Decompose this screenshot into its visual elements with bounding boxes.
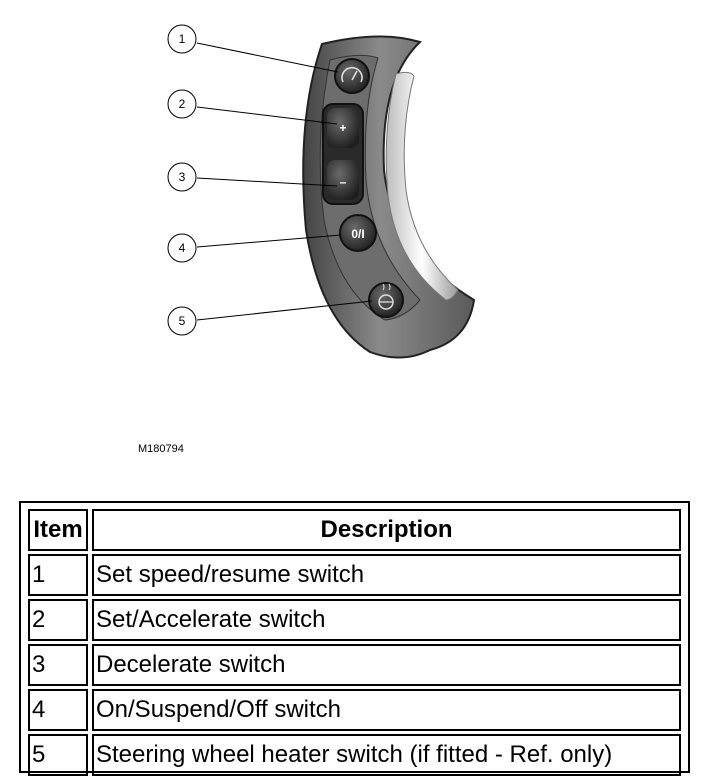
svg-text:4: 4: [178, 241, 186, 255]
set-speed-resume-button[interactable]: [335, 59, 369, 93]
legend-table: [24, 506, 685, 779]
item-cell: 3: [28, 644, 88, 686]
description-cell: Set speed/resume switch: [92, 554, 681, 596]
figure-code: M180794: [138, 443, 184, 455]
item-cell: 1: [28, 554, 88, 596]
item-cell: 2: [28, 599, 88, 641]
svg-text:3: 3: [178, 170, 186, 184]
item-header: Item: [28, 509, 88, 551]
table-row: [28, 644, 681, 686]
legend-header-row: [28, 509, 681, 551]
table-row: [28, 734, 681, 776]
item-cell: 4: [28, 689, 88, 731]
svg-text:2: 2: [178, 97, 186, 111]
plus-label: +: [339, 121, 347, 135]
svg-text:5: 5: [178, 314, 186, 328]
description-cell: Steering wheel heater switch (if fitted - Ref. only): [92, 734, 681, 776]
table-row: [28, 689, 681, 731]
description-header: Description: [92, 509, 681, 551]
svg-text:1: 1: [178, 32, 186, 46]
item-cell: 5: [28, 734, 88, 776]
table-row: [28, 554, 681, 596]
description-cell: On/Suspend/Off switch: [92, 689, 681, 731]
on-off-label: 0/I: [351, 227, 365, 241]
callout-1: [168, 25, 338, 72]
rocker-switch[interactable]: [323, 104, 363, 204]
description-cell: Decelerate switch: [92, 644, 681, 686]
on-suspend-off-button[interactable]: [340, 215, 376, 251]
table-row: [28, 599, 681, 641]
steering-wheel-heater-button[interactable]: [369, 283, 403, 317]
legend-table-frame: [19, 501, 690, 773]
description-cell: Set/Accelerate switch: [92, 599, 681, 641]
minus-label: –: [339, 175, 347, 189]
